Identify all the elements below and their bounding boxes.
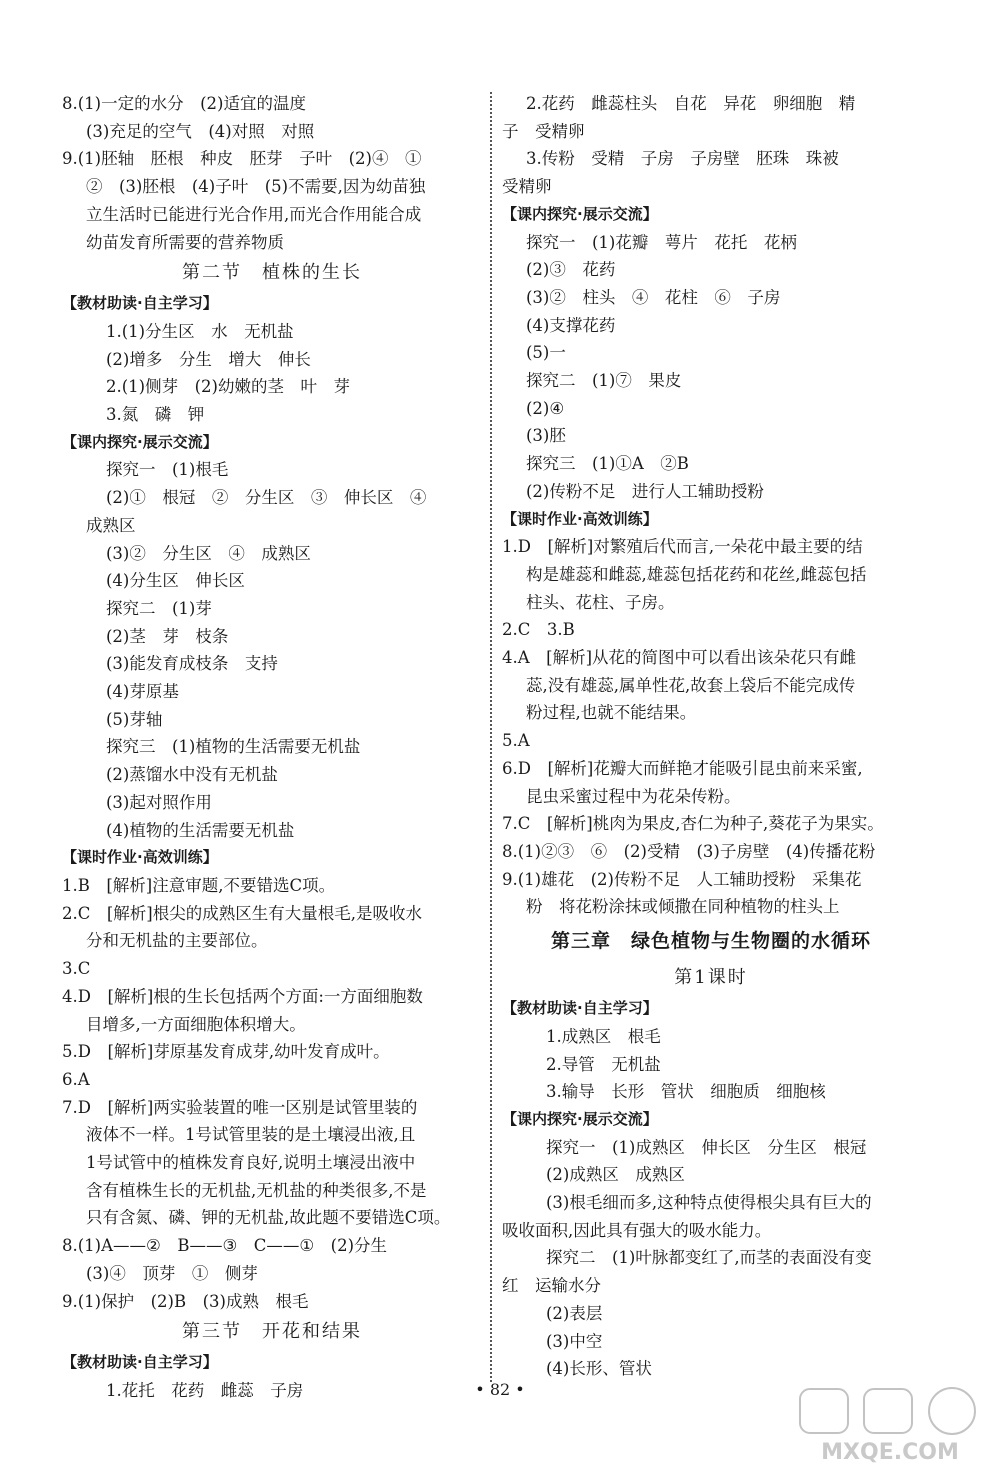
answer-line: (3)中空: [546, 1331, 603, 1351]
answer-line: 3.输导 长形 管状 细胞质 细胞核: [546, 1082, 826, 1102]
answer-line: 8.(1)一定的水分 (2)适宜的温度: [62, 94, 306, 113]
answer-line: 红 运输水分: [502, 1276, 601, 1296]
answer-line: (5)芽轴: [106, 709, 163, 729]
block-header: 【课时作业·高效训练】: [62, 848, 218, 867]
answer-line: 6.A: [62, 1069, 90, 1089]
answer-line: (2)茎 芽 枝条: [106, 626, 229, 646]
answer-line: (3)充足的空气 (4)对照 对照: [86, 121, 315, 141]
block-header: 【教材助读·自主学习】: [502, 999, 658, 1018]
answer-line: (4)长形、管状: [546, 1359, 652, 1379]
answer-line: (2)增多 分生 增大 伸长: [106, 349, 311, 369]
answer-line: 探究一 (1)成熟区 伸长区 分生区 根冠: [546, 1137, 867, 1157]
answer-line: 3.C: [62, 959, 91, 979]
answer-line: 1.B [解析]注意审题,不要错选C项。: [62, 875, 336, 895]
answer-line: 子 受精卵: [502, 121, 585, 141]
answer-line: 目增多,一方面细胞体积增大。: [86, 1014, 306, 1034]
answer-line: 4.A [解析]从花的简图中可以看出该朵花只有雌: [502, 648, 857, 668]
answer-line: 3.传粉 受精 子房 子房壁 胚珠 珠被: [526, 149, 839, 169]
answer-line: 只有含氮、磷、钾的无机盐,故此题不要错选C项。: [86, 1208, 451, 1228]
answer-line: 昆虫采蜜过程中为花朵传粉。: [526, 786, 741, 806]
answer-line: (2)④: [526, 398, 565, 418]
answer-line: 1号试管中的植株发育良好,说明土壤浸出液中: [86, 1153, 416, 1173]
answer-line: (3)能发育成枝条 支持: [106, 654, 278, 674]
answer-line: 粉 将花粉涂抹或倾撒在同种植物的柱头上: [526, 897, 840, 917]
column-divider: [490, 92, 492, 1382]
answer-line: (3)胚: [526, 426, 566, 446]
answer-line: 柱头、花柱、子房。: [526, 592, 675, 612]
watermark-logo: [790, 1385, 990, 1470]
answer-line: (2)蒸馏水中没有无机盐: [106, 765, 278, 785]
answer-line: (3)根毛细而多,这种特点使得根尖具有巨大的: [546, 1193, 872, 1213]
answer-line: (2)传粉不足 进行人工辅助授粉: [526, 481, 764, 501]
answer-line: 1.(1)分生区 水 无机盐: [106, 321, 294, 341]
answer-line: 9.(1)胚轴 胚根 种皮 胚芽 子叶 (2)④ ①: [62, 149, 422, 169]
answer-line: 探究三 (1)①A ②B: [526, 454, 689, 474]
answer-line: (3)起对照作用: [106, 792, 212, 812]
answer-line: 6.D [解析]花瓣大而鲜艳才能吸引昆虫前来采蜜,: [502, 758, 863, 778]
answer-line: 9.(1)保护 (2)B (3)成熟 根毛: [62, 1291, 309, 1311]
answer-line: 8.(1)②③ ⑥ (2)受精 (3)子房壁 (4)传播花粉: [502, 841, 876, 861]
left-column: [62, 90, 482, 1405]
answer-line: 探究二 (1)⑦ 果皮: [526, 371, 682, 391]
answer-line: 探究一 (1)花瓣 萼片 花托 花柄: [526, 232, 797, 252]
answer-line: 5.D [解析]芽原基发育成芽,幼叶发育成叶。: [62, 1042, 390, 1062]
answer-line: 2.(1)侧芽 (2)幼嫩的茎 叶 芽: [106, 377, 350, 397]
answer-line: 2.C 3.B: [502, 620, 575, 640]
section-title: 第二节 植株的生长: [182, 262, 362, 284]
answer-line: (2)③ 花药: [526, 260, 616, 280]
answer-line: 幼苗发育所需要的营养物质: [86, 232, 284, 252]
answer-line: 液体不一样。1号试管里装的是土壤浸出液,且: [86, 1125, 416, 1145]
answer-line: 1.成熟区 根毛: [546, 1026, 661, 1046]
answer-line: 探究二 (1)叶脉都变红了,而茎的表面没有变: [546, 1248, 872, 1268]
answer-line: 蕊,没有雄蕊,属单性花,故套上袋后不能完成传: [526, 675, 856, 695]
answer-line: (4)芽原基: [106, 682, 179, 702]
block-header: 【教材助读·自主学习】: [62, 294, 218, 313]
answer-line: (2)表层: [546, 1303, 603, 1323]
answer-line: (3)② 分生区 ④ 成熟区: [106, 543, 311, 563]
block-header: 【课内探究·展示交流】: [502, 204, 658, 223]
answer-line: (2)成熟区 成熟区: [546, 1165, 685, 1185]
answer-line: 立生活时已能进行光合作用,而光合作用能合成: [86, 204, 422, 224]
section-title: 第三节 开花和结果: [182, 1321, 362, 1343]
answer-line: 分和无机盐的主要部位。: [86, 931, 268, 951]
answer-line: 吸收面积,因此具有强大的吸水能力。: [502, 1220, 772, 1240]
answer-line: ② (3)胚根 (4)子叶 (5)不需要,因为幼苗独: [86, 177, 426, 197]
answer-line: (3)② 柱头 ④ 花柱 ⑥ 子房: [526, 287, 781, 307]
answer-line: 5.A: [502, 731, 530, 751]
chapter-title: 第三章 绿色植物与生物圈的水循环: [550, 930, 871, 953]
watermark-url: MXQE.COM: [821, 1440, 959, 1465]
answer-line: (4)分生区 伸长区: [106, 571, 245, 591]
answer-line: 2.导管 无机盐: [546, 1054, 661, 1074]
answer-line: 1.D [解析]对繁殖后代而言,一朵花中最主要的结: [502, 537, 863, 557]
block-header: 【课内探究·展示交流】: [502, 1109, 658, 1128]
answer-line: 3.氮 磷 钾: [106, 405, 205, 425]
answer-line: 8.(1)A——② B——③ C——① (2)分生: [62, 1236, 388, 1256]
answer-line: 9.(1)雄花 (2)传粉不足 人工辅助授粉 采集花: [502, 869, 862, 889]
answer-line: (4)植物的生活需要无机盐: [106, 820, 295, 840]
block-header: 【教材助读·自主学习】: [62, 1353, 218, 1372]
answer-line: 7.C [解析]桃肉为果皮,杏仁为种子,葵花子为果实。: [502, 814, 884, 834]
answer-line: 受精卵: [502, 177, 552, 197]
answer-line: 含有植株生长的无机盐,无机盐的种类很多,不是: [86, 1180, 427, 1200]
answer-line: 2.C [解析]根尖的成熟区生有大量根毛,是吸收水: [62, 903, 422, 923]
answer-line: 4.D [解析]根的生长包括两个方面:一方面细胞数: [62, 986, 423, 1006]
answer-line: 成熟区: [86, 515, 136, 535]
answer-line: 7.D [解析]两实验装置的唯一区别是试管里装的: [62, 1097, 418, 1117]
answer-line: 探究一 (1)根毛: [106, 460, 229, 480]
answer-line: 1.花托 花药 雌蕊 子房: [106, 1380, 304, 1400]
section-title: 第1课时: [674, 967, 748, 989]
right-column: [502, 90, 920, 1383]
answer-line: (3)④ 顶芽 ① 侧芽: [86, 1263, 258, 1283]
page-number: • 82 •: [475, 1380, 525, 1399]
answer-line: 探究三 (1)植物的生活需要无机盐: [106, 737, 361, 757]
answer-line: 粉过程,也就不能结果。: [526, 703, 697, 723]
answer-line: (4)支撑花药: [526, 315, 616, 335]
answer-line: 构是雄蕊和雌蕊,雄蕊包括花药和花丝,雌蕊包括: [526, 564, 867, 584]
answer-line: (5)一: [526, 343, 566, 363]
block-header: 【课内探究·展示交流】: [62, 432, 218, 451]
answer-line: 探究二 (1)芽: [106, 598, 212, 618]
block-header: 【课时作业·高效训练】: [502, 509, 658, 528]
answer-line: 2.花药 雌蕊柱头 自花 异花 卵细胞 精: [526, 94, 856, 113]
answer-line: (2)① 根冠 ② 分生区 ③ 伸长区 ④: [106, 488, 427, 508]
